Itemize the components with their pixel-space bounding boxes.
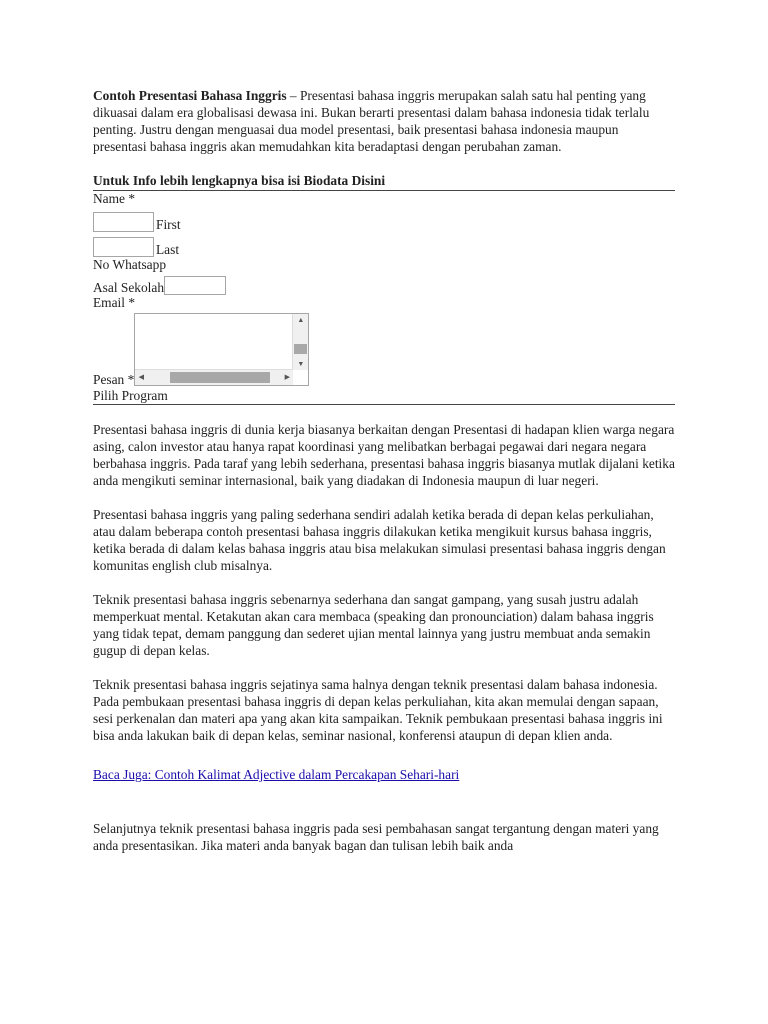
whatsapp-label: No Whatsapp <box>93 257 167 272</box>
body-paragraph: Presentasi bahasa inggris yang paling sederhana sendiri adalah ketika berada di depan kelas perkuliahan, atau dalam beberapa contoh presentasi bahasa inggris dilakukan ketika mengikuit kursus bahasa inggris, ketika berada di dalam kelas bahasa inggris atau bisa melakukan simulasi presentasi bahasa inggris dengan komunitas english club misalnya. <box>93 507 666 573</box>
body-paragraph: Teknik presentasi bahasa inggris sebenarnya sederhana dan sangat gampang, yang susah justru adalah memperkuat mental. Ketakutan akan cara membaca (speaking dan pronounciation) dalam bahasa inggris yang tidak tepat, demam panggung dan sederet ujian mental lainnya yang justru membuat anda semakin gugup di depan kelas. <box>93 592 654 658</box>
intro-paragraph <box>93 87 675 155</box>
first-name-input[interactable] <box>93 212 154 232</box>
horizontal-scroll-thumb[interactable] <box>170 372 270 383</box>
name-label: Name * <box>93 191 136 206</box>
vertical-scrollbar[interactable] <box>292 314 308 370</box>
pesan-label: Pesan * <box>93 372 135 387</box>
scroll-up-icon[interactable]: ▲ <box>297 316 305 324</box>
asal-sekolah-input[interactable] <box>164 276 226 295</box>
first-label: First <box>156 217 181 232</box>
pesan-row <box>93 311 675 387</box>
horizontal-scrollbar[interactable] <box>135 369 293 385</box>
vertical-scroll-thumb[interactable] <box>294 344 307 354</box>
pesan-textarea[interactable] <box>134 313 309 386</box>
last-name-row <box>93 232 675 257</box>
program-select[interactable]: Pilih Program <box>93 387 675 405</box>
body-paragraph: Teknik presentasi bahasa inggris sejatinya sama halnya dengan teknik presentasi dalam bahasa indonesia. Pada pembukaan presentasi bahasa inggris di depan kelas perkuliahan, kita akan memulai dengan sapaan, sesi perkenalan dan materi apa yang akan kita sampaikan. Teknik pembukaan presentasi bahasa inggris ini bisa anda lakukan baik di depan kelas, seminar nasional, konferensi ataupun di depan klien anda. <box>93 677 663 743</box>
intro-bold-title: Contoh Presentasi Bahasa Inggris <box>93 88 287 103</box>
asal-sekolah-label: Asal Sekolah <box>93 280 165 295</box>
last-label: Last <box>156 242 180 257</box>
scroll-left-icon[interactable]: ◀ <box>138 373 144 381</box>
last-name-input[interactable] <box>93 237 154 257</box>
asal-sekolah-row <box>93 273 675 295</box>
baca-juga-link[interactable]: Baca Juga: Contoh Kalimat Adjective dalam Percakapan Sehari-hari <box>93 767 460 782</box>
email-label: Email * <box>93 295 136 310</box>
final-paragraph: Selanjutnya teknik presentasi bahasa inggris pada sesi pembahasan sangat tergantung dengan materi yang anda presentasikan. Jika materi anda banyak bagan dan tulisan lebih baik anda <box>93 821 659 853</box>
document-page <box>93 87 675 854</box>
scroll-down-icon[interactable]: ▼ <box>297 360 305 368</box>
body-paragraph: Presentasi bahasa inggris di dunia kerja biasanya berkaitan dengan Presentasi di hadapan klien warga negara asing, calon investor atau hanya rapat koordinasi yang melibatkan berbagai pegawai dari negara negara berbahasa inggris. Pada taraf yang lebih sederhana, presentasi bahasa inggris biasanya mutlak dijalani ketika anda mengikuti seminar internasional, baik yang diadakan di Indonesia maupun di luar negeri. <box>93 422 675 488</box>
scroll-right-icon[interactable]: ▶ <box>284 373 290 381</box>
intro-text: – Presentasi bahasa inggris merupakan salah satu hal penting yang dikuasai dalam era globalisasi dewasa ini. Bukan berarti presentasi dalam bahasa indonesia tidak terlalu penting. Justru dengan menguasai dua model presentasi, baik presentasi bahasa indonesia maupun presentasi bahasa inggris akan memudahkan kita beradaptasi dengan perubahan zaman. <box>93 88 650 154</box>
form-title: Untuk Info lebih lengkapnya bisa isi Biodata Disini <box>93 172 675 191</box>
first-name-row <box>93 207 675 232</box>
